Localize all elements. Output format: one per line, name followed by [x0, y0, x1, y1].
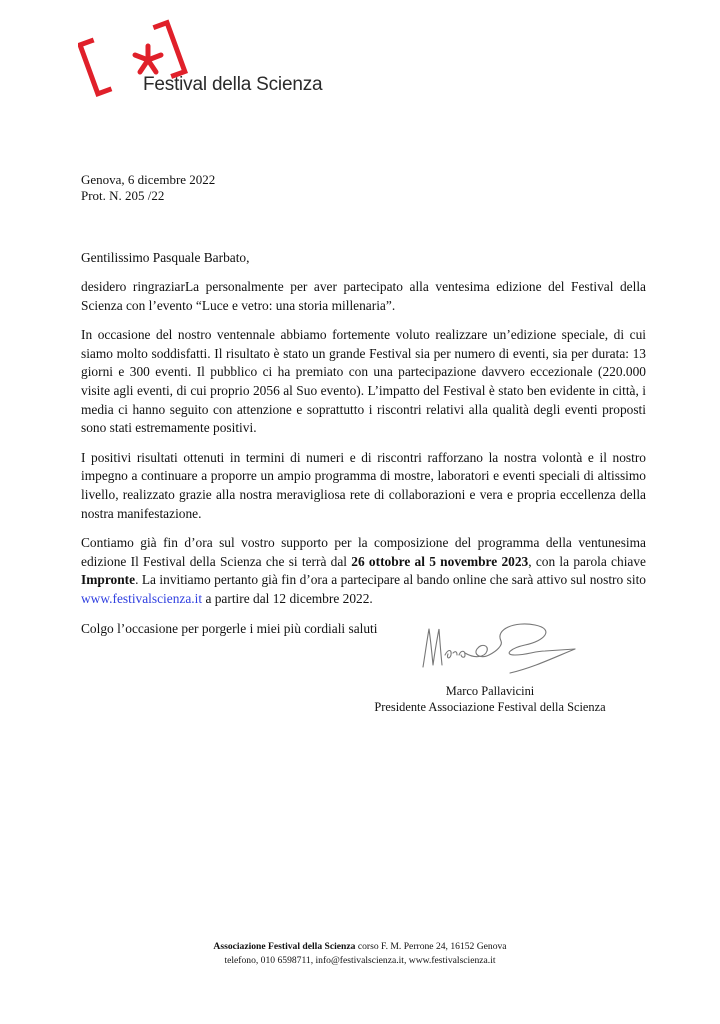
text-segment: . La invitiamo pertanto già fin d’ora a partecipare al bando online che sarà attivo sul nostro sito: [135, 572, 646, 588]
paragraph-closing: Colgo l’occasione per porgerle i miei più cordiali saluti: [81, 620, 378, 636]
keyword: Impronte: [81, 572, 136, 588]
paragraph-results: In occasione del nostro ventennale abbiamo fortemente voluto realizzare un’edizione speciale, di cui siamo molto soddisfatti. Il risultato è stato un grande Festival sia per numero di eventi, sia per durata: 13 giorni e 300 eventi. Il pubblico ci ha premiato con una partecipazione davvero eccezionale (220.000 visite agli eventi, di cui proprio 2056 al Suo evento). L’impatto del Festival è stato ben evidente in città, i media ci hanno seguito con attenzione e soprattutto i riscontri relativi alla qualità degli eventi proposti sono stati estremamente positivi.: [81, 327, 646, 436]
salutation: Gentilissimo Pasquale Barbato,: [81, 250, 250, 265]
footer-address-line: [150, 940, 570, 954]
handwritten-signature-icon: [415, 615, 585, 675]
footer-contacts: telefono, 010 6598711, info@festivalscienza.it, www.festivalscienza.it: [224, 955, 496, 966]
logo-wordmark: Festival della Scienza: [143, 74, 323, 95]
text-segment: a partire dal 12 dicembre 2022.: [202, 590, 373, 606]
footer-org-name: Associazione Festival della Scienza: [213, 941, 356, 952]
footer-address: corso F. M. Perrone 24, 16152 Genova: [355, 941, 507, 952]
letterhead-footer: [150, 940, 570, 968]
place-date: Genova, 6 dicembre 2022: [81, 172, 216, 187]
next-edition-dates: 26 ottobre al 5 novembre 2023: [351, 553, 529, 569]
letter-meta: [81, 172, 215, 204]
signer-title: Presidente Associazione Festival della Scienza: [374, 700, 606, 714]
signer-block: [340, 683, 640, 715]
paragraph-commitment: I positivi risultati ottenuti in termini di numeri e di riscontri rafforzano la nostra volontà e il nostro impegno a continuare a proporre un ampio programma di mostre, laboratori e eventi speciali di altissimo livello, realizzato grazie alla nostra meravigliosa rete di collaborazioni e vera e propria eccellenza della nostra manifestazione.: [81, 449, 646, 521]
text-segment: , con la parola chiave: [528, 553, 647, 569]
paragraph-thanks: desidero ringraziarLa personalmente per aver partecipato alla ventesima edizione del Festival della Scienza con l’evento “Luce e vetro: una storia millenaria”.: [81, 279, 646, 313]
letter-body: [81, 278, 646, 649]
website-link[interactable]: www.festivalscienza.it: [81, 590, 203, 606]
paragraph-next-edition: [81, 534, 646, 608]
signer-name: Marco Pallavicini: [445, 684, 535, 698]
text-segment: Contiamo già fin d’ora sul vostro supporto per la composizione del programma della ventunesima edizione Il Festival della Scienza che si terrà dal: [81, 535, 646, 569]
protocol-number: Prot. N. 205 /22: [81, 188, 165, 203]
